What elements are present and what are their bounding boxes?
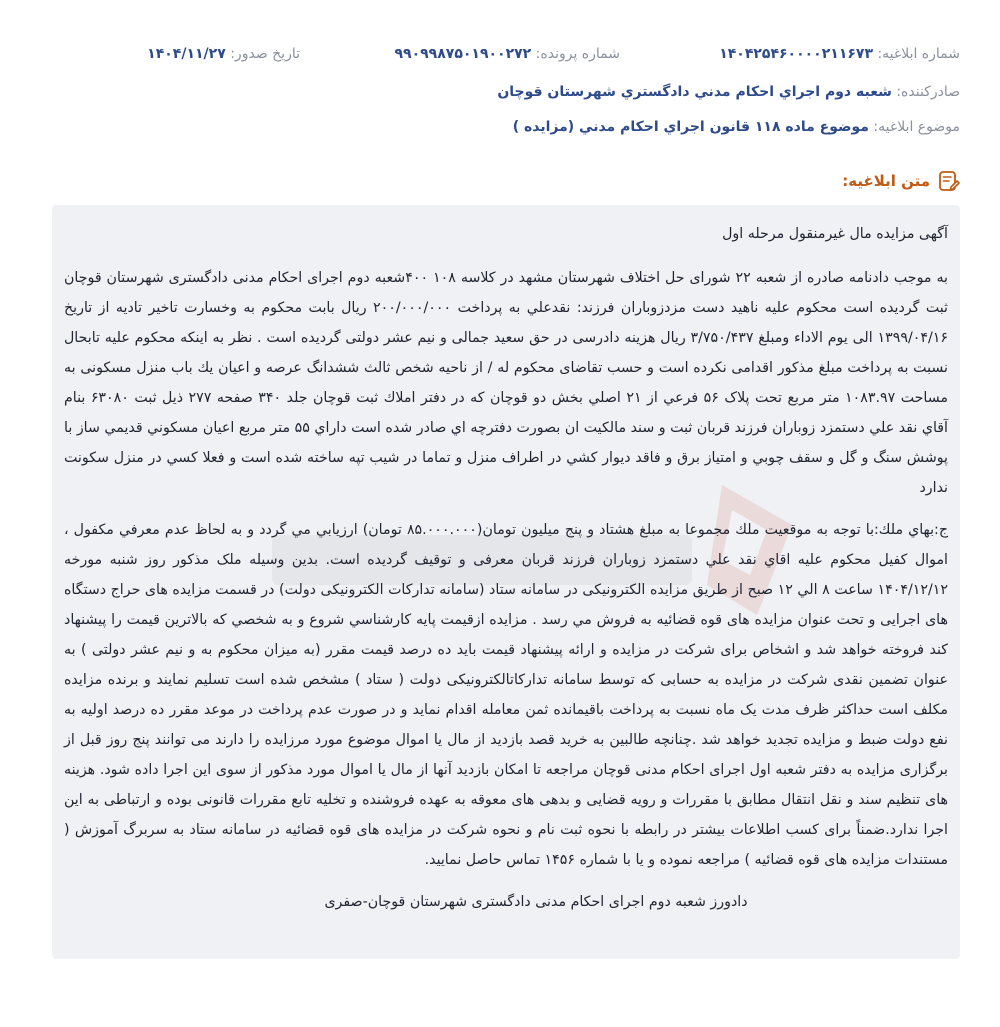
notice-section-title xyxy=(842,170,960,192)
notice-section-title-text: متن ابلاغیه: xyxy=(842,172,930,190)
subject-value: موضوع ماده ۱۱۸ قانون اجراي احكام مدني (مزايده ) xyxy=(512,119,869,135)
notice-signature: دادورز شعبه دوم اجرای احکام مدنی دادگستری شهرستان قوچان-صفری xyxy=(324,894,748,910)
issue-date-value: ۱۴۰۴/۱۱/۲۷ xyxy=(147,46,226,62)
file-number xyxy=(395,46,621,62)
issuer-line xyxy=(40,84,960,100)
file-number-label: شماره پرونده: xyxy=(535,46,620,62)
issue-date-label: تاریخ صدور: xyxy=(230,46,300,62)
notification-number xyxy=(719,46,960,62)
notification-number-label: شماره ابلاغیه: xyxy=(877,46,960,62)
notification-number-value: ۱۴۰۴۲۵۴۶۰۰۰۰۲۱۱۶۷۳ xyxy=(719,46,873,62)
file-number-value: ۹۹۰۹۹۸۷۵۰۱۹۰۰۲۷۲ xyxy=(394,46,532,62)
notice-paragraph-1: به موجب دادنامه صادره از شعبه ۲۲ شورای حل اختلاف شهرستان مشهد در کلاسه ۱۰۸ ۴۰۰شعبه دوم اجرای احکام مدنی دادگستری شهرستان قوچان ثبت گردیده است محکوم علیه ناهید دست مزدزوباران فرزند: نقدعلي به پرداخت ۲۰۰/۰۰۰/۰۰۰ ریال بابت محکوم به وخسارت تاخیر تادیه از تاریخ ۱۳۹۹/۰۴/۱۶ الی یوم الاداء ومبلغ ۳/۷۵۰/۴۳۷ ریال هزینه دادرسی در حق سعید جمالی و نیم عشر دولتی گردیده است . نظر به اینکه محکوم علیه تابحال نسبت به پرداخت مبلغ مذکور اقدامی نکرده است و حسب تقاضای محکوم له / از ناحیه شخص ثالث ششدانگ عرصه و اعیان یك باب منزل مسکونی به مساحت ۱۰۸۳.۹۷ متر مربع تحت پلاک ۵۶ فرعي از ۲۱ اصلي بخش دو قوچان كه در دفتر املاك ثبت قوچان جلد ۳۴۰ صفحه ۲۷۷ ذيل ثبت ۶۳۰۸۰ بنام آقاي نقد علي دستمزد زوباران فرزند قربان ثبت و سند مالكيت ان بصورت دفترچه اي صادر شده است داراي ۵۵ متر مربع اعيان مسكوني قديمي ساز با پوشش سنگ و گل و سقف چوبي و امتياز برق و فاقد ديوار كشي در اطراف منزل و تماما در شيب تپه ساخته شده است و فعلا كسي در منزل سكونت ندارد xyxy=(64,270,949,496)
issuer-label: صادرکننده: xyxy=(896,84,960,100)
issuer-value: شعبه دوم اجراي احكام مدني دادگستري شهرستان قوچان xyxy=(497,84,892,100)
subject-label: موضوع ابلاغیه: xyxy=(873,119,960,135)
document-edit-icon xyxy=(938,170,960,192)
subject-line xyxy=(40,119,960,135)
issue-date xyxy=(147,46,300,62)
notice-paragraph-2: ج:بهاي ملك:با توجه به موقعيت ملك مجموعا به مبلغ هشتاد و پنج ميليون تومان(۸۵.۰۰۰.۰۰۰ تومان) ارزيابي مي گردد و به لحاظ عدم معرفي مكفول ، اموال كفيل محکوم علیه اقاي نقد علي دستمزد زوباران فرزند قربان معرفی و توقیف گردیده است. بدين وسيله ملک مذکور روز شنبه مورخه ۱۴۰۴/۱۲/۱۲ ساعت ۸ الي ۱۲ صبح از طریق مزایده الکترونیکی در سامانه ستاد (سامانه تدارکات الکترونیکی دولت) در قسمت مزایده های حراج دستگاه های اجرایی و تحت عنوان مزایده های قوه قضائیه به فروش مي رسد . مزايده ازقيمت پايه كارشناسي شروع و به شخصي كه بالاترين قيمت را پيشنهاد كند فروخته خواهد شد و اشخاص برای شرکت در مزایده و ارائه پیشنهاد قیمت باید ده درصد قیمت مقرر (به میزان محکوم به و نیم عشر دولتی ) به عنوان تضمین نقدی شرکت در مزایده به حسابی که توسط سامانه تدارکاتالکترونیکی دولت ( ستاد ) مشخص شده است تسلیم نمایند و برنده مزایده مکلف است حداکثر ظرف مدت یک ماه نسبت به پرداخت باقیمانده ثمن معامله اقدام نماید و در صورت عدم پرداخت در موعد مقرر ده درصد اولیه به نفع دولت ضبط و مزایده تجدید خواهد شد .چنانچه طالبین به خرید قصد بازدید از مال یا اموال موضوع مورد مرزایده را دارند می توانند پنج روز قبل از برگزاری مزایده به دفتر شعبه اول اجرای احکام مدنی قوچان مراجعه تا امکان بازدید آنها از مال یا اموال مورد مذکور از سوی این اجرا داده شود. هزینه های تنظیم سند و نقل انتقال مطابق با مقررات و رویه قضایی و بدهی های معوقه به عهده فروشنده و تخلیه تابع مقررات قانونی بوده و ارتباطی به این اجرا ندارد.ضمناً برای کسب اطلاعات بیشتر در رابطه با نحوه ثبت نام و نحوه شرکت در مزایده های قوه قضائیه در سامانه ستاد به سربرگ آموزش ( مستندات مزایده های قوه قضائیه ) مراجعه نموده و یا با شماره ۱۴۵۶ تماس حاصل نمایید. xyxy=(64,522,948,868)
notice-content-box xyxy=(52,205,960,959)
meta-row xyxy=(40,46,960,70)
notice-heading: آگهی مزایده مال غیرمنقول مرحله اول xyxy=(722,226,948,242)
